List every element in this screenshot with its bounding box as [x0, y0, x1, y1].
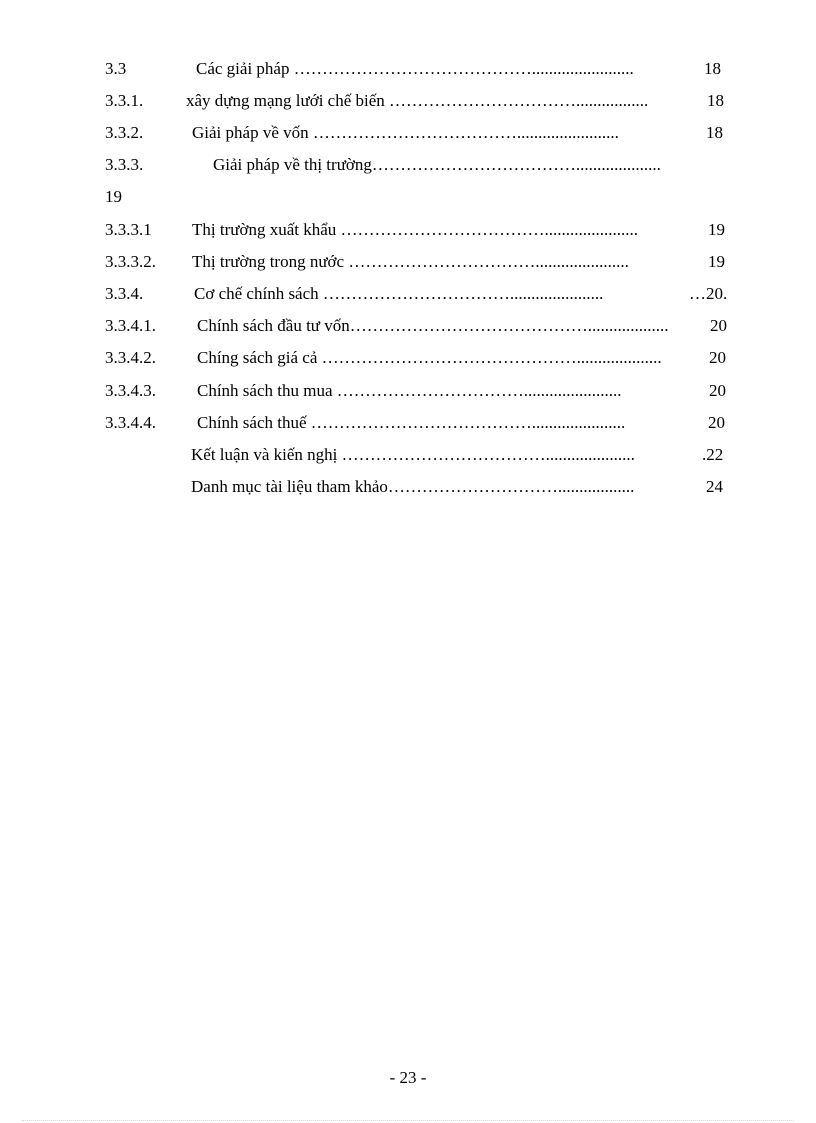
page-footer-number: - 23 -	[389, 1068, 427, 1087]
toc-number: 3.3.4.1.	[105, 316, 156, 335]
toc-number: 3.3.2.	[105, 123, 144, 142]
toc-page-number: 18	[707, 91, 724, 110]
toc-page-number: 20	[708, 413, 725, 432]
toc-number: 3.3.4.2.	[105, 348, 156, 367]
toc-page-number: 19	[708, 220, 725, 239]
toc-title: xây dựng mạng lưới chế biến …………………………….................	[186, 91, 649, 110]
toc-number: 3.3.4.3.	[105, 381, 156, 400]
toc-title: Thị trường xuất khẩu ………………………………......................	[192, 220, 639, 239]
toc-title: Chính sách thu mua …………………………….......................	[197, 381, 622, 400]
toc-page-number: 18	[704, 59, 721, 78]
toc-page-number: .22	[702, 445, 724, 464]
toc-title: Giải pháp về thị trường………………………………....................	[213, 155, 661, 174]
toc-title: Kết luận và kiến nghị ……………………………….....................	[191, 445, 635, 464]
toc-title: Thị trường trong nước ……………………………......................	[192, 252, 629, 271]
toc-title: Chính sách đầu tư vốn……………………………………...................	[197, 316, 669, 335]
toc-page-number: 20	[709, 381, 726, 400]
toc-title: Chính sách thuế …………………………………......................	[197, 413, 626, 432]
toc-number: 3.3	[105, 59, 127, 78]
page-bottom-divider	[22, 1120, 794, 1121]
toc-page-number: 19	[105, 187, 122, 206]
toc-page-number: 24	[706, 477, 723, 496]
toc-page-number: 18	[706, 123, 723, 142]
toc-title: Danh mục tài liệu tham khảo…………………………..................	[191, 477, 635, 496]
toc-number: 3.3.3.1	[105, 220, 152, 239]
toc-page-number: 20	[709, 348, 726, 367]
toc-title: Cơ chế chính sách ……………………………......................	[194, 284, 604, 303]
toc-page-number: …20.	[689, 284, 728, 303]
toc-number: 3.3.3.	[105, 155, 144, 174]
toc-title: Chíng sách giá cả ………………………………………....................	[197, 348, 662, 367]
toc-number: 3.3.1.	[105, 91, 144, 110]
toc-title: Các giải pháp ……………………………………........................	[196, 59, 634, 78]
toc-title: Giải pháp về vốn ………………………………........................	[192, 123, 619, 142]
toc-page-number: 20	[710, 316, 727, 335]
toc-number: 3.3.3.2.	[105, 252, 156, 271]
toc-number: 3.3.4.4.	[105, 413, 156, 432]
toc-number: 3.3.4.	[105, 284, 144, 303]
toc-page-number: 19	[708, 252, 725, 271]
